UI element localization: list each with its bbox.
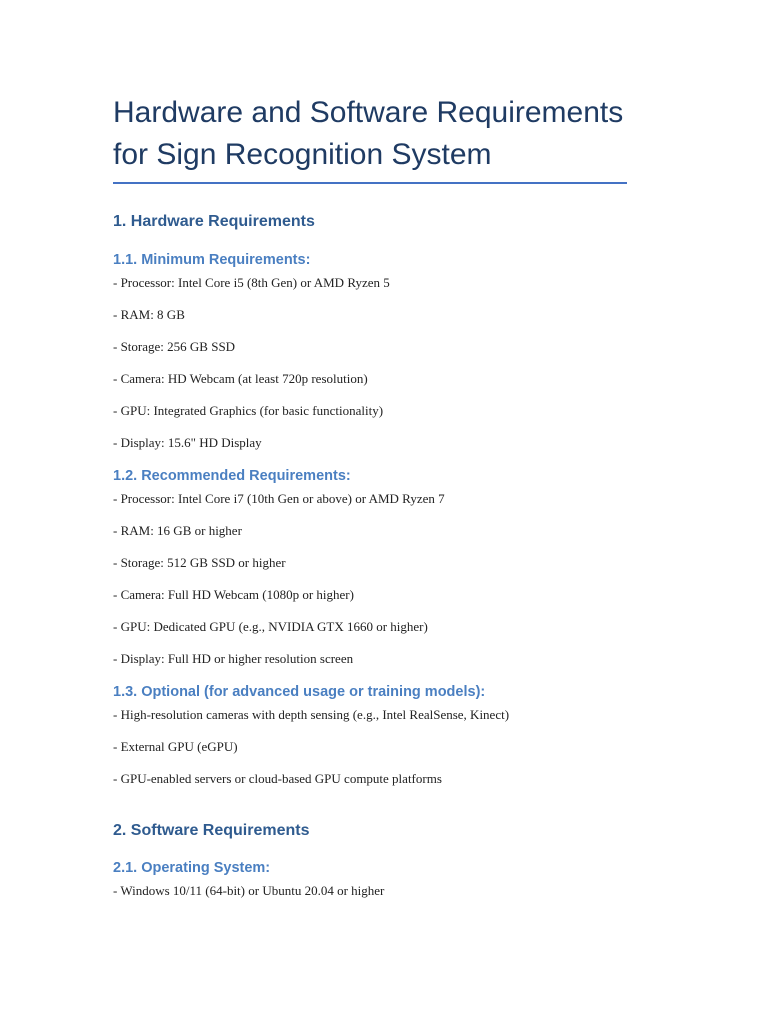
subsection-heading-optional: 1.3. Optional (for advanced usage or training models): (113, 684, 486, 700)
list-item: - Processor: Intel Core i5 (8th Gen) or AMD Ryzen 5 (113, 275, 390, 290)
title-line-1: Hardware and Software Requirements (113, 96, 624, 129)
list-item: - Camera: HD Webcam (at least 720p resolution) (113, 371, 368, 386)
subsection-heading-recommended: 1.2. Recommended Requirements: (113, 468, 351, 484)
document-title (113, 92, 627, 176)
list-item: - RAM: 8 GB (113, 307, 185, 322)
section-heading-hardware: 1. Hardware Requirements (113, 213, 315, 230)
list-item: - External GPU (eGPU) (113, 739, 238, 754)
list-item: - GPU: Dedicated GPU (e.g., NVIDIA GTX 1660 or higher) (113, 619, 428, 634)
title-underline (113, 182, 627, 184)
subsection-heading-minimum: 1.1. Minimum Requirements: (113, 252, 311, 268)
list-item: - Camera: Full HD Webcam (1080p or higher) (113, 587, 354, 602)
title-line-2: for Sign Recognition System (113, 138, 492, 171)
section-heading-software: 2. Software Requirements (113, 822, 310, 839)
list-item: - GPU-enabled servers or cloud-based GPU compute platforms (113, 771, 442, 786)
list-item: - Windows 10/11 (64-bit) or Ubuntu 20.04 or higher (113, 883, 385, 898)
document-header (113, 92, 627, 184)
list-item: - Display: Full HD or higher resolution screen (113, 651, 354, 666)
list-item: - Storage: 256 GB SSD (113, 339, 236, 354)
list-item: - RAM: 16 GB or higher (113, 523, 242, 538)
list-item: - GPU: Integrated Graphics (for basic functionality) (113, 403, 384, 418)
list-item: - High-resolution cameras with depth sensing (e.g., Intel RealSense, Kinect) (113, 707, 510, 722)
list-item: - Display: 15.6" HD Display (113, 435, 262, 450)
list-item: - Processor: Intel Core i7 (10th Gen or above) or AMD Ryzen 7 (113, 491, 445, 506)
subsection-heading-os: 2.1. Operating System: (113, 860, 271, 876)
list-item: - Storage: 512 GB SSD or higher (113, 555, 286, 570)
